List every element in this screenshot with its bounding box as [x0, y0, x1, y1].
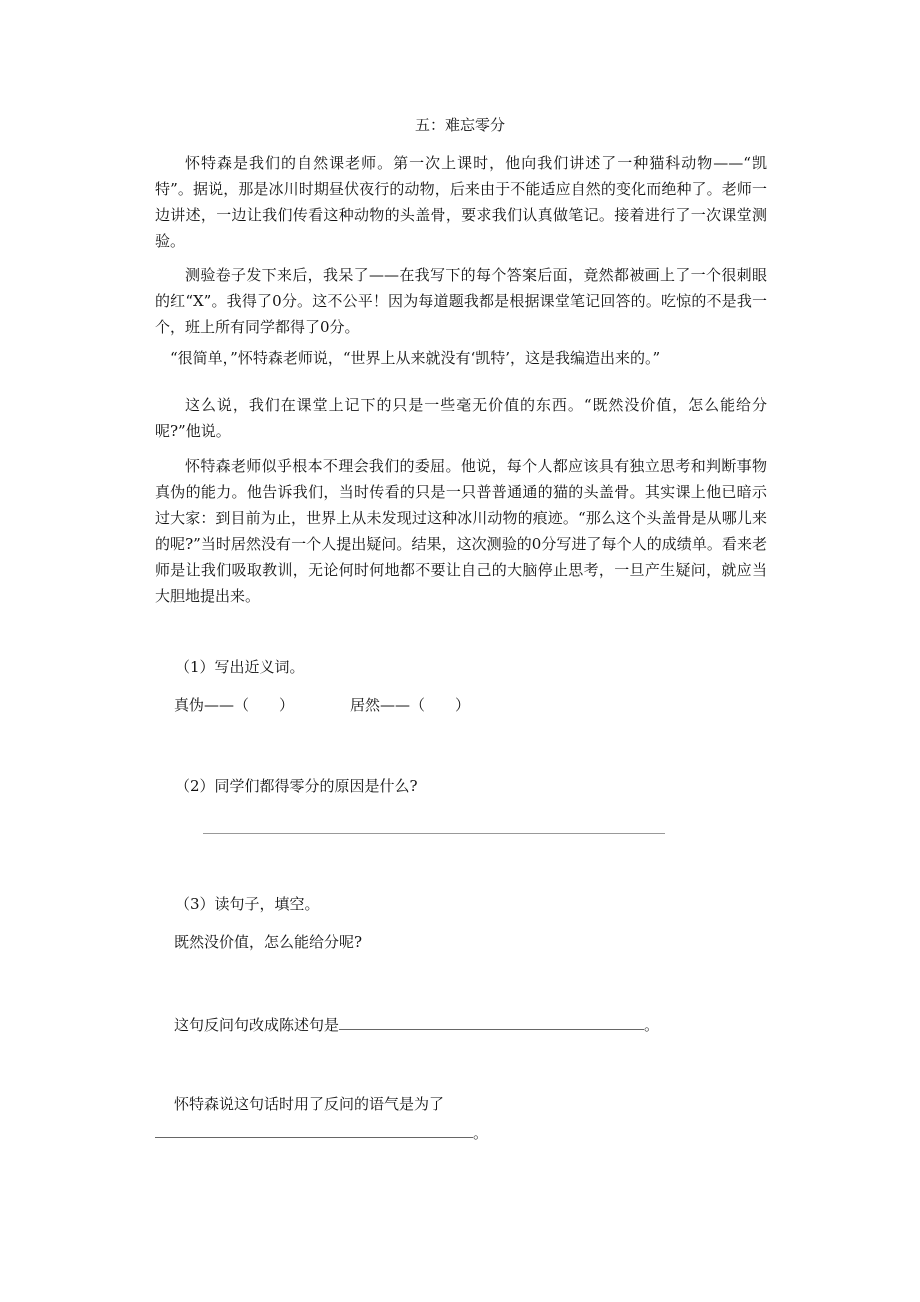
question-3-fill-2: [155, 1119, 488, 1146]
paragraph-1: 怀特森是我们的自然课老师。第一次上课时，他向我们讲述了一种猫科动物——“凯特”。据说，那是冰川时期昼伏夜行的动物，后来由于不能适应自然的变化而绝种了。老师一边讲述，一边让我们传看这种动物的头盖骨，要求我们认真做笔记。接着进行了一次课堂测验。: [155, 154, 767, 250]
fill-2-blank[interactable]: [155, 1119, 473, 1138]
answer-line-q2[interactable]: [203, 833, 665, 834]
document-title: 五：难忘零分: [414, 116, 505, 134]
paragraph-2: 测验卷子发下来后，我呆了——在我写下的每个答案后面，竟然都被画上了一个很刺眼的红“X”。我得了0分。这不公平！因为每道题我都是根据课堂笔记回答的。吃惊的不是我一个，班上所有同学都得了0分。: [155, 266, 767, 336]
fill-1-blank[interactable]: [339, 1011, 644, 1030]
question-1-item-2: 居然——（ ）: [350, 696, 471, 714]
question-3-prompt: （3）读句子，填空。: [175, 895, 320, 913]
question-2-prompt: （2）同学们都得零分的原因是什么?: [175, 777, 418, 795]
question-3-fill-2-prompt: 怀特森说这句话时用了反问的语气是为了: [174, 1095, 445, 1113]
question-1-prompt: （1）写出近义词。: [175, 658, 305, 676]
paragraph-5: 怀特森老师似乎根本不理会我们的委屈。他说，每个人都应该具有独立思考和判断事物真伪的能力。他告诉我们，当时传看的只是一只普普通通的猫的头盖骨。其实课上他已暗示过大家：到目前为止，世界上从未发现过这种冰川动物的痕迹。“那么这个头盖骨是从哪儿来的呢?”当时居然没有一个人提出疑问。结果，这次测验的0分写进了每个人的成绩单。看来老师是让我们吸取教训，无论何时何地都不要让自己的大脑停止思考，一旦产生疑问，就应当大胆地提出来。: [155, 457, 767, 605]
paragraph-3: “很简单，”怀特森老师说，“世界上从来就没有‘凯特’，这是我编造出来的。”: [170, 349, 661, 367]
fill-1-prefix: 这句反问句改成陈述句是: [174, 1016, 340, 1034]
question-3-fill-1: [174, 1011, 659, 1038]
fill-2-suffix: 。: [473, 1124, 489, 1142]
question-3-sentence: 既然没价值，怎么能给分呢?: [174, 933, 363, 951]
question-1-item-1: 真伪——（ ）: [174, 696, 295, 714]
paragraph-4: 这么说，我们在课堂上记下的只是一些毫无价值的东西。“既然没价值，怎么能给分呢?”他说。: [155, 396, 767, 440]
fill-1-suffix: 。: [644, 1016, 660, 1034]
